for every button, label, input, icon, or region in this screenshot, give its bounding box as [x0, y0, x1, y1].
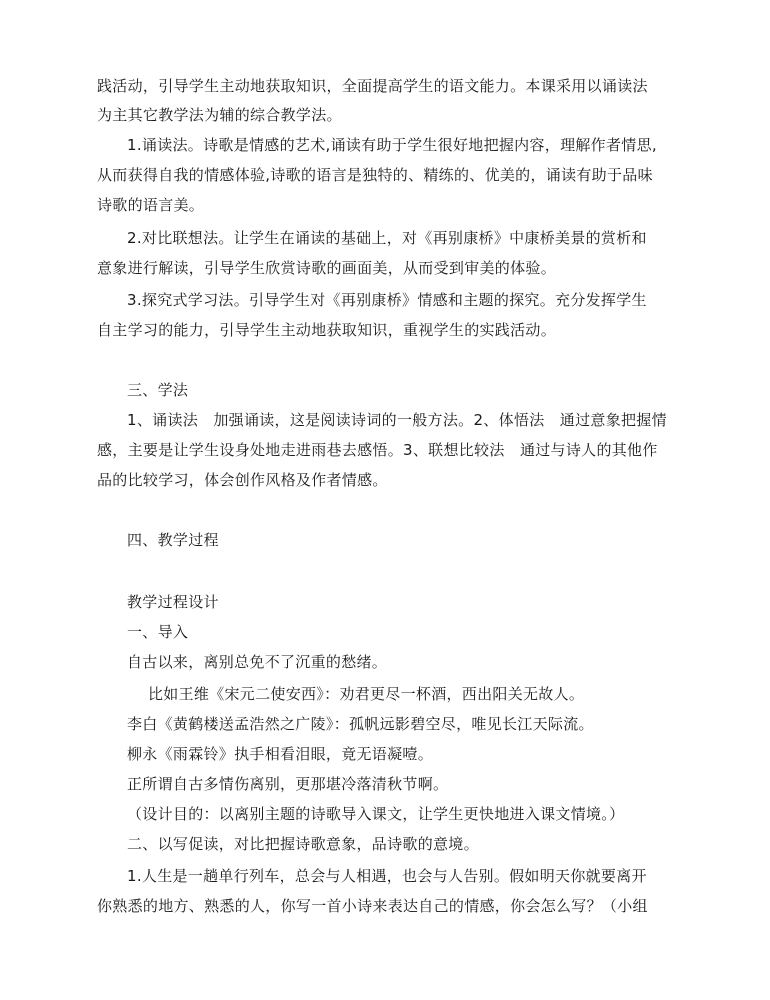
paragraph-line: 自主学习的能力，引导学生主动地获取知识，重视学生的实践活动。	[97, 321, 557, 339]
paragraph-line: 诗歌的语言美。	[97, 196, 205, 214]
paragraph-line: 2.对比联想法。让学生在诵读的基础上，对《再别康桥》中康桥美景的赏析和	[127, 229, 647, 247]
paragraph-line: 1.诵读法。诗歌是情感的艺术,诵读有助于学生很好地把握内容，理解作者情思,	[127, 136, 657, 154]
paragraph-line: 1.人生是一趟单行列车，总会与人相遇，也会与人告别。假如明天你就要离开	[127, 867, 647, 885]
paragraph-line: 柳永《雨霖铃》执手相看泪眼，竟无语凝噎。	[127, 745, 434, 763]
paragraph-line: 感，主要是让学生设身处地走进雨巷去感悟。3、联想比较法 通过与诗人的其他作	[97, 441, 658, 459]
subsection-heading: 一、导入	[127, 623, 189, 641]
paragraph-line: 从而获得自我的情感体验,诗歌的语言是独特的、精练的、优美的，诵读有助于品味	[97, 166, 653, 184]
paragraph-line: 你熟悉的地方、熟悉的人，你写一首小诗来表达自己的情感，你会怎么写？（小组	[97, 897, 648, 915]
paragraph-line: 品的比较学习，体会创作风格及作者情感。	[97, 471, 388, 489]
section-heading: 四、教学过程	[127, 531, 219, 549]
paragraph-line: 比如王维《宋元二使安西》：劝君更尽一杯酒，西出阳关无故人。	[148, 685, 585, 703]
paragraph-line: （设计目的：以离别主题的诗歌导入课文，让学生更快地进入课文情境。）	[127, 805, 625, 823]
paragraph-line: 践活动，引导学生主动地获取知识，全面提高学生的语文能力。本课采用以诵读法	[97, 77, 648, 95]
subsection-heading: 教学过程设计	[127, 593, 219, 611]
paragraph-line: 自古以来，离别总免不了沉重的愁绪。	[127, 653, 388, 671]
paragraph-line: 李白《黄鹤楼送孟浩然之广陵》：孤帆远影碧空尽，唯见长江天际流。	[127, 715, 594, 733]
paragraph-line: 正所谓自古多情伤离别，更那堪冷落清秋节啊。	[127, 775, 449, 793]
paragraph-line: 3.探究式学习法。引导学生对《再别康桥》情感和主题的探究。充分发挥学生	[127, 291, 647, 309]
subsection-heading: 二、以写促读，对比把握诗歌意象，品诗歌的意境。	[127, 835, 479, 853]
paragraph-line: 1、诵读法 加强诵读，这是阅读诗词的一般方法。2、体悟法 通过意象把握情	[127, 411, 667, 429]
paragraph-line: 为主其它教学法为辅的综合教学法。	[97, 106, 342, 124]
section-heading: 三、学法	[127, 381, 189, 399]
paragraph-line: 意象进行解读，引导学生欣赏诗歌的画面美，从而受到审美的体验。	[97, 259, 557, 277]
